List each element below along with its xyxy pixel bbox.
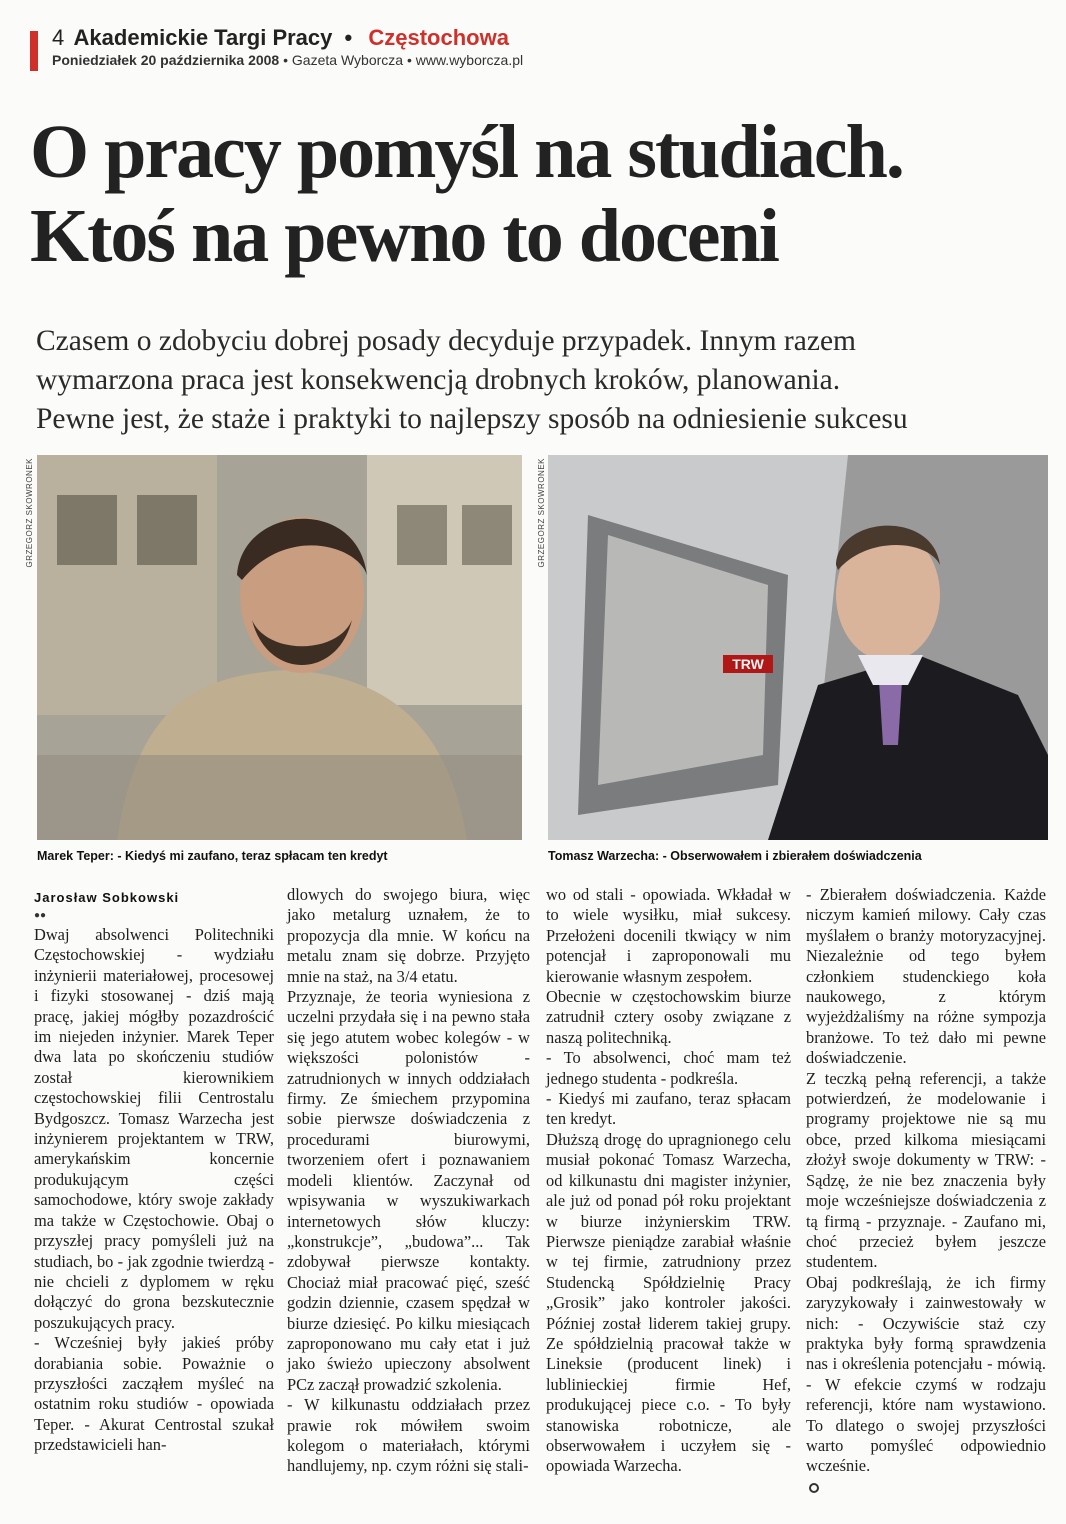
page-header [30,25,730,75]
column-2-text: dlowych do swojego biura, więc jako metalurg uznałem, że to propozycja dla mnie. W końcu na metalu znam się dobrze. Przyjęto mnie na staż, na 3/4 etatu. Przyznaje, że teoria wyniesiona z uczelni przydała się i na pewno stała się jego atutem wobec kolegów - w większości polonistów - zatrudnionych w innych oddziałach firmy. Ze śmiechem przypomina sobie pierwsze doświadczenia z procedurami biurowymi, tworzeniem ofert i poznawaniem modeli klientów. Zaczynał od wpisywania w wyszukiwarkach internetowych słów kluczy: „konstrukcje”, „budowa”... Tak zdobywał pierwsze kontakty. Chociaż miał pracować pięć, sześć godzin dziennie, czasem spędzał w biurze dziesięć. Po kilku miesiącach zaproponowano mu cały etat i już jako świeżo upieczony absolwent PCz zaczął prowadzić szkolenia. - W kilkunastu oddziałach przez prawie rok mówiłem swoim kolegom o materiałach, którymi handlujemy, np. czym różni się stali- [287,885,530,1476]
photo-caption-right: Tomasz Warzecha: - Obserwowałem i zbierałem doświadczenia [548,849,922,863]
issue-date: Poniedziałek 20 października 2008 [52,52,280,68]
article-column-3 [546,885,791,1477]
photo-marek-teper [37,455,522,840]
portrait-illustration-right [548,455,1048,840]
section-title: Akademickie Targi Pracy [73,25,333,50]
photo-credit-right: GRZEGORZ SKOWRONEK [537,458,546,568]
photo-tomasz-warzecha [548,455,1048,840]
headline-line-2: Ktoś na pewno to doceni [30,194,778,278]
article-end-mark-icon [809,1483,819,1493]
lead-paragraph [36,322,1036,439]
header-separator: • [344,25,353,50]
byline-marker: ●● [34,910,47,921]
city-name: Częstochowa [368,25,509,50]
paper-name: Gazeta Wyborcza [291,52,404,68]
header-accent-bar [30,31,38,71]
header-meta-line [52,52,523,68]
column-3-text: wo od stali - opowiada. Wkładał w to wiele wysiłku, miał sukcesy. Przełożeni docenili tkwiący w nim potencjał i zaproponowali mu kierowanie własnym zespołem. Obecnie w częstochowskim biurze zatrudnił cztery osoby związane z naszą politechniką. - To absolwenci, choć mam też jednego studenta - podkreśla. - Kiedyś mi zaufano, teraz spłacam ten kredyt. Dłuższą drogę do upragnionego celu musiał pokonać Tomasz Warzecha, od kilkunastu dni magister inżynier, ale już od ponad pół roku projektant w biurze inżynierskim TRW. Pierwsze pieniądze zarabiał właśnie w tej firmie, zatrudniony przez Studencką Spółdzielnię Pracy „Grosik” jako kontroler jakości. Później został liderem takiej grupy. Ze spółdzielnią pracował także w Lineksie (producent linek) i lublinieckiej firmie Hef, produkującej piece c.o. - To były stanowiska robotnicze, ale obserwowałem i uczyłem się - opowiada Warzecha. [546,885,791,1476]
page-number: 4 [52,25,65,50]
column-4-text: - Zbierałem doświadczenia. Każde niczym kamień milowy. Cały czas myślałem o branży motoryzacyjnej. Niezależnie od tego byłem członkiem studenckiego koła naukowego, z którym wyjeżdżaliśmy na różne sympozja branżowe. To też dało mi pewne doświadczenie. Z teczką pełną referencji, a także potwierdzeń, że modelowanie i programy projektowe nie są mu obce, przed kilkoma miesiącami złożył swoje dokumenty w TRW: - Sądzę, że nie bez znaczenia były moje wcześniejsze doświadczenia z tą firmą - przyznaje. - Zaufano mi, choć przecież byłem jeszcze studentem. Obaj podkreślają, że ich firmy zaryzykowały i zainwestowały w nich: - Oczywiście staż czy praktyka były formą sprawdzenia nas i określenia potencjału - mówią. - W efekcie czymś w rodzaju referencji, które nam wystawiono. To dlatego o swojej przyszłości warto pomyśleć odpowiednio wcześnie. [806,885,1046,1476]
photo-caption-left: Marek Teper: - Kiedyś mi zaufano, teraz spłacam ten kredyt [37,849,388,863]
lead-line-3: Pewne jest, że staże i praktyki to najlepszy sposób na odniesienie sukcesu [36,403,908,435]
trw-sign-text: TRW [732,656,764,672]
article-column-1 [34,925,274,1456]
lead-line-2: wymarzona praca jest konsekwencją drobnych kroków, planowania. [36,364,841,396]
headline [30,110,1040,278]
headline-line-1: O pracy pomyśl na studiach. [30,110,903,194]
portrait-illustration-left [37,455,522,840]
header-section-line [52,25,509,51]
column-1-text: Dwaj absolwenci Politechniki Częstochowskiej - wydziału inżynierii materiałowej, procesowej i fizyki stosowanej - dziś mają pracę, jakiej mógłby pozazdrościć im niejeden inżynier. Marek Teper dwa lata po skończeniu studiów został kierownikiem częstochowskiej filii Centrostalu Bydgoszcz. Tomasz Warzecha jest inżynierem projektantem w TRW, amerykańskim koncernie produkującym części samochodowe, który swoje zakłady ma także w Częstochowie. Obaj o przyszłej pracy pomyśleli już na studiach, bo - jak zgodnie twierdzą - nie chcieli z dyplomem w ręku dołączyć do grona bezskutecznie poszukujących pracy. - Wcześniej były jakieś próby dorabiania sobie. Poważnie o przyszłości zacząłem myśleć na ostatnim roku studiów - opowiada Teper. - Akurat Centrostal szukał przedstawicieli han- [34,925,274,1455]
photo-credit-left: GRZEGORZ SKOWRONEK [25,458,34,568]
meta-separator-1: • [283,52,289,68]
website: www.wyborcza.pl [415,52,524,68]
lead-line-1: Czasem o zdobyciu dobrej posady decyduje przypadek. Innym razem [36,325,856,357]
meta-separator-2: • [406,52,412,68]
article-column-2 [287,885,530,1477]
article-column-4 [806,885,1046,1497]
author-byline: Jarosław Sobkowski [34,890,180,905]
